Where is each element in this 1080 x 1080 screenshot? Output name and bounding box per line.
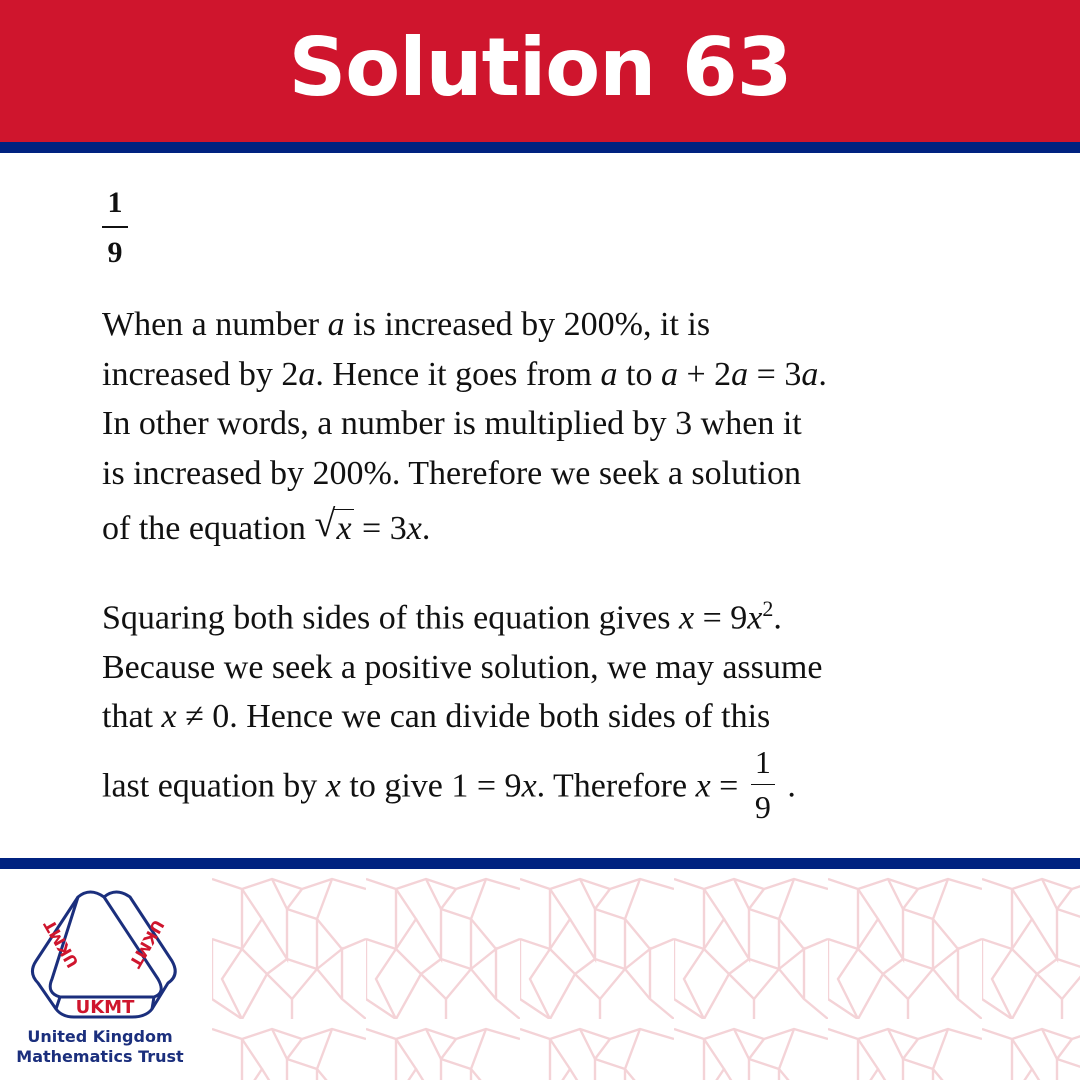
answer-numerator: 1: [107, 186, 123, 219]
svg-text:UKMT: UKMT: [125, 916, 169, 972]
explanation-paragraph-1: [102, 300, 827, 554]
fraction-bar: [102, 226, 128, 228]
answer-denominator: 9: [107, 236, 123, 269]
text-line: In other words, a number is multiplied by 3 when it: [102, 405, 802, 442]
text-line: last equation by x to give 1 = 9x. Therefore x = $\frac{1}{9}$ .: [102, 743, 796, 826]
text-line: Squaring both sides of this equation gives $x = 9x^2$.: [102, 596, 782, 637]
footer: [0, 869, 1080, 1080]
radical-sign-icon: √: [314, 503, 336, 545]
geometric-tiling-pattern-icon: [212, 869, 1080, 1080]
ukmt-logo-icon: [20, 879, 190, 1029]
square-root-expression: √ x: [314, 504, 353, 554]
header-divider-stripe: [0, 142, 1080, 153]
result-fraction: $\frac{1}{9}$: [751, 746, 775, 824]
title-banner: [0, 0, 1080, 142]
text-line: is increased by 200%. Therefore we seek a solution: [102, 454, 801, 492]
svg-text:UKMT: UKMT: [39, 916, 83, 972]
footer-divider-stripe: [0, 858, 1080, 869]
svg-text:UKMT: UKMT: [75, 997, 135, 1018]
text-line: Because we seek a positive solution, we may assume: [102, 648, 823, 686]
explanation-paragraph-2: [102, 584, 823, 826]
text-line: that x ≠ 0. Hence we can divide both sides of this: [102, 698, 771, 736]
text-line: of the equation √ x = 3x.: [102, 504, 827, 554]
text-line: When a number a is increased by 200%, it is: [102, 306, 711, 343]
answer-fraction: [102, 188, 128, 268]
page-title: Solution 63: [288, 20, 792, 114]
text-line: increased by 2a. Hence it goes from a to a + 2a = 3a.: [102, 355, 827, 393]
organization-name: United Kingdom Mathematics Trust: [16, 1027, 184, 1066]
